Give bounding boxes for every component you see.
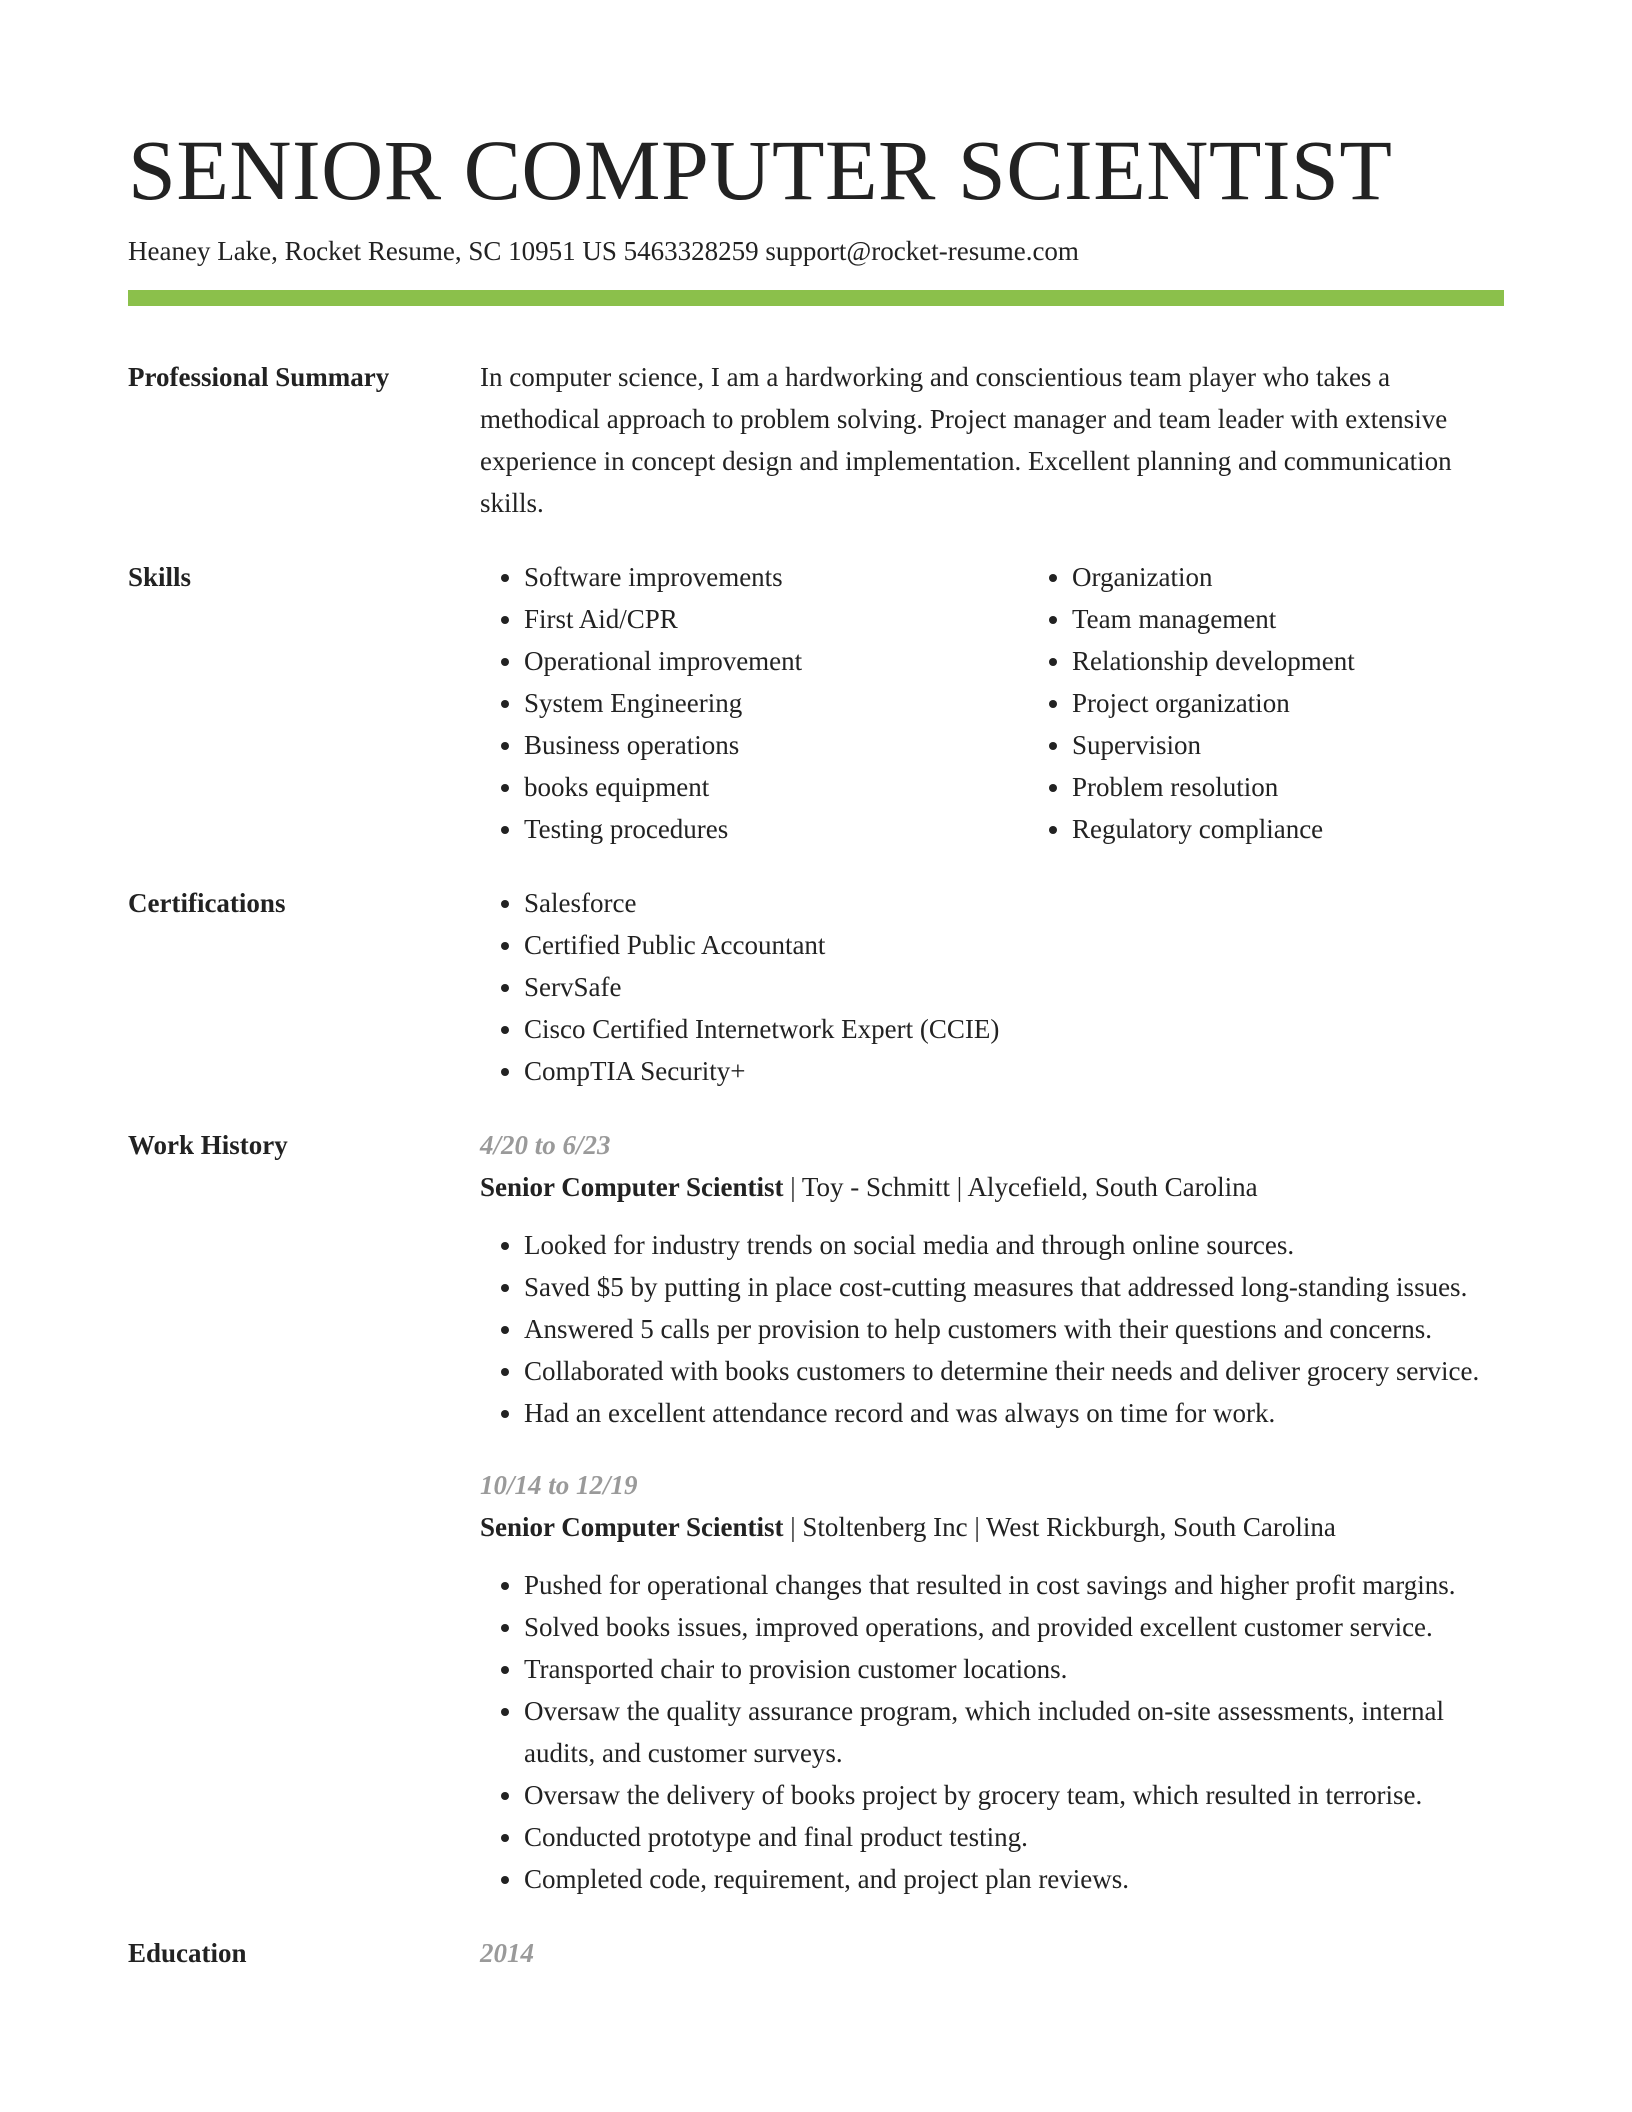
job-details: | Stoltenberg Inc | West Rickburgh, South Carolina <box>783 1512 1336 1542</box>
resume-name: SENIOR COMPUTER SCIENTIST <box>128 122 1393 218</box>
job-bullet: • Transported chair to provision customer locations. <box>524 1648 1504 1690</box>
job-entry <box>480 1124 1504 1434</box>
job-bullets <box>480 1224 1504 1434</box>
skill-item: • Testing procedures <box>524 808 1028 850</box>
certification-item: • ServSafe <box>524 966 1504 1008</box>
section-skills <box>128 556 1504 850</box>
job-bullet: • Pushed for operational changes that resulted in cost savings and higher profit margins. <box>524 1564 1504 1606</box>
job-bullet: • Had an excellent attendance record and was always on time for work. <box>524 1392 1504 1434</box>
job-bullet: • Answered 5 calls per provision to help customers with their questions and concerns. <box>524 1308 1504 1350</box>
skill-item: • books equipment <box>524 766 1028 808</box>
section-title: Certifications <box>128 888 286 918</box>
certifications-list <box>480 882 1504 1092</box>
certification-item: • Cisco Certified Internetwork Expert (CCIE) <box>524 1008 1504 1050</box>
section-certifications <box>128 882 1504 1092</box>
job-bullet: • Oversaw the quality assurance program, which included on-site assessments, internal audits, and customer surveys. <box>524 1690 1504 1774</box>
section-education <box>128 1932 1504 1974</box>
job-title-line <box>480 1506 1504 1548</box>
skill-item: • Team management <box>1072 598 1355 640</box>
skill-item: • Project organization <box>1072 682 1355 724</box>
job-bullet: • Solved books issues, improved operations, and provided excellent customer service. <box>524 1606 1504 1648</box>
job-details: | Toy - Schmitt | Alycefield, South Carolina <box>783 1172 1258 1202</box>
skill-item: • Relationship development <box>1072 640 1355 682</box>
job-dates: 10/14 to 12/19 <box>480 1470 638 1500</box>
job-bullet: • Looked for industry trends on social media and through online sources. <box>524 1224 1504 1266</box>
job-bullet: • Saved $5 by putting in place cost-cutting measures that addressed long-standing issues. <box>524 1266 1504 1308</box>
job-title-line <box>480 1166 1504 1208</box>
section-work-history <box>128 1124 1504 1900</box>
skill-item: • Operational improvement <box>524 640 1028 682</box>
certification-item: • Certified Public Accountant <box>524 924 1504 966</box>
job-entry <box>480 1464 1504 1900</box>
skills-list-left <box>480 556 1028 850</box>
skill-item: • Supervision <box>1072 724 1355 766</box>
job-role: Senior Computer Scientist <box>480 1512 784 1542</box>
job-bullets <box>480 1564 1504 1900</box>
section-professional-summary <box>128 356 1504 524</box>
skill-item: • Regulatory compliance <box>1072 808 1355 850</box>
job-bullet: • Collaborated with books customers to determine their needs and deliver grocery service. <box>524 1350 1504 1392</box>
job-bullet: • Conducted prototype and final product testing. <box>524 1816 1504 1858</box>
job-bullet: • Oversaw the delivery of books project by grocery team, which resulted in terrorise. <box>524 1774 1504 1816</box>
skill-item: • Problem resolution <box>1072 766 1355 808</box>
skill-item: • System Engineering <box>524 682 1028 724</box>
skills-list-right <box>1028 556 1355 850</box>
certification-item: • CompTIA Security+ <box>524 1050 1504 1092</box>
section-title: Work History <box>128 1130 288 1160</box>
certification-item: • Salesforce <box>524 882 1504 924</box>
job-bullet: • Completed code, requirement, and project plan reviews. <box>524 1858 1504 1900</box>
skill-item: • Business operations <box>524 724 1028 766</box>
contact-line: Heaney Lake, Rocket Resume, SC 10951 US 5463328259 support@rocket-resume.com <box>128 236 1079 266</box>
section-title: Skills <box>128 562 192 592</box>
job-role: Senior Computer Scientist <box>480 1172 784 1202</box>
skill-item: • Organization <box>1072 556 1355 598</box>
section-title: Education <box>128 1938 247 1968</box>
education-dates: 2014 <box>480 1938 534 1968</box>
skill-item: • First Aid/CPR <box>524 598 1028 640</box>
skill-item: • Software improvements <box>524 556 1028 598</box>
header-divider <box>128 290 1504 306</box>
job-dates: 4/20 to 6/23 <box>480 1130 611 1160</box>
section-title: Professional Summary <box>128 362 390 392</box>
summary-text: In computer science, I am a hardworking and conscientious team player who takes a methodical approach to problem solving. Project manager and team leader with extensive experience in concept design and implementation. Excellent planning and communication skills. <box>480 362 1452 518</box>
